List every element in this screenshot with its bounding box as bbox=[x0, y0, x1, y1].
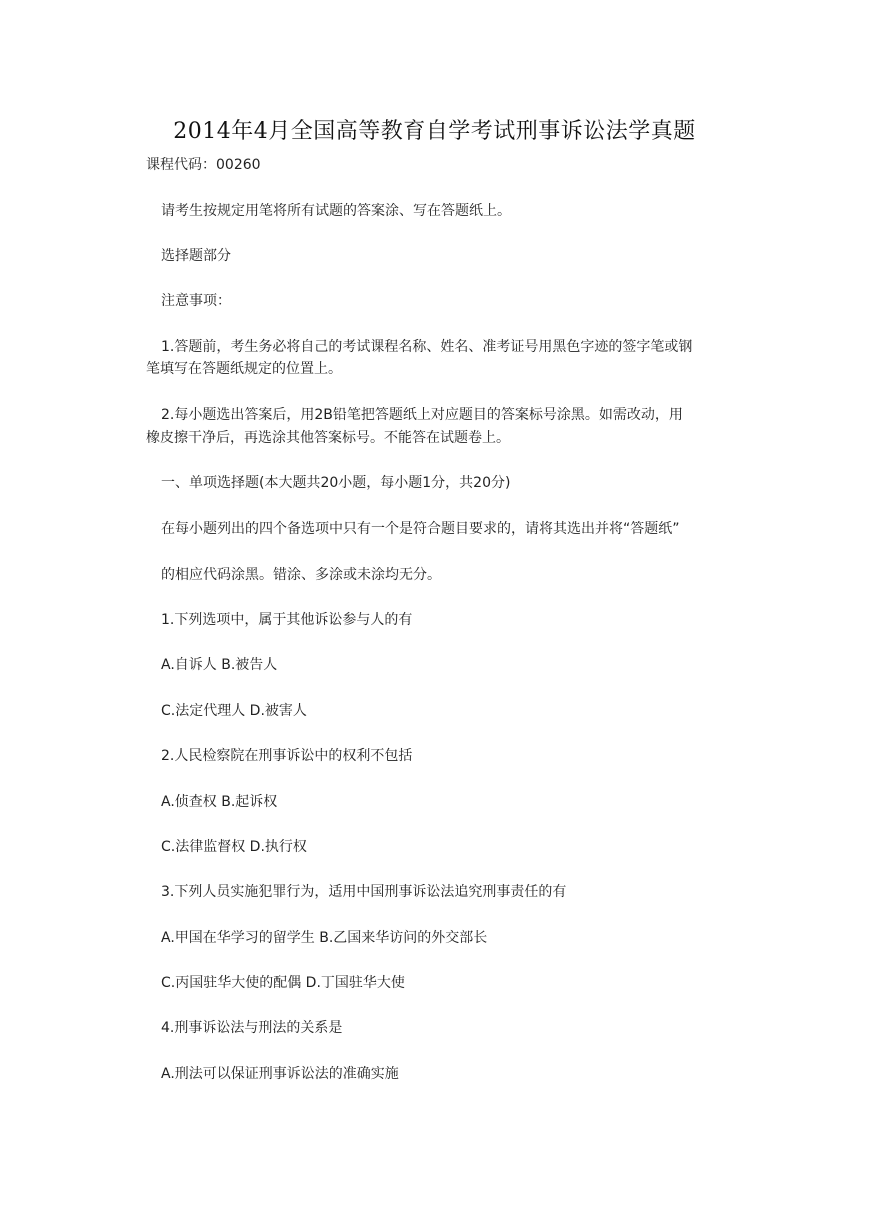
question-text: 2.人民检察院在刑事诉讼中的权利不包括 bbox=[161, 748, 413, 764]
notice-item: 2.每小题选出答案后，用2B铅笔把答题纸上对应题目的答案标号涂黑。如需改动，用 bbox=[161, 407, 683, 423]
question-options: A.自诉人 B.被告人 bbox=[161, 657, 278, 673]
notice-item-continuation: 橡皮擦干净后，再选涂其他答案标号。不能答在试题卷上。 bbox=[146, 430, 510, 446]
question-text: 4.刑事诉讼法与刑法的关系是 bbox=[161, 1020, 343, 1036]
course-code: 课程代码：00260 bbox=[146, 157, 261, 173]
section-heading: 一、单项选择题(本大题共20小题，每小题1分，共20分) bbox=[161, 475, 511, 491]
question-options: A.刑法可以保证刑事诉讼法的准确实施 bbox=[161, 1066, 399, 1082]
question-options: C.法律监督权 D.执行权 bbox=[161, 839, 307, 855]
question-options: A.侦查权 B.起诉权 bbox=[161, 794, 278, 810]
question-text: 3.下列人员实施犯罪行为，适用中国刑事诉讼法追究刑事责任的有 bbox=[161, 884, 567, 900]
document-title: 2014年4月全国高等教育自学考试刑事诉讼法学真题 bbox=[173, 119, 696, 144]
question-text: 1.下列选项中，属于其他诉讼参与人的有 bbox=[161, 612, 413, 628]
section-instruction: 在每小题列出的四个备选项中只有一个是符合题目要求的，请将其选出并将“答题纸” bbox=[161, 521, 680, 537]
question-options: A.甲国在华学习的留学生 B.乙国来华访问的外交部长 bbox=[161, 930, 488, 946]
question-options: C.丙国驻华大使的配偶 D.丁国驻华大使 bbox=[161, 975, 405, 991]
notice-item: 1.答题前，考生务必将自己的考试课程名称、姓名、准考证号用黑色字迹的签字笔或钢 bbox=[161, 339, 693, 355]
question-options: C.法定代理人 D.被害人 bbox=[161, 703, 307, 719]
notice-heading: 注意事项： bbox=[161, 293, 231, 309]
instruction-line: 请考生按规定用笔将所有试题的答案涂、写在答题纸上。 bbox=[161, 203, 511, 219]
notice-item-continuation: 笔填写在答题纸规定的位置上。 bbox=[146, 361, 342, 377]
section-heading: 选择题部分 bbox=[161, 248, 231, 264]
section-instruction: 的相应代码涂黑。错涂、多涂或未涂均无分。 bbox=[161, 567, 441, 583]
